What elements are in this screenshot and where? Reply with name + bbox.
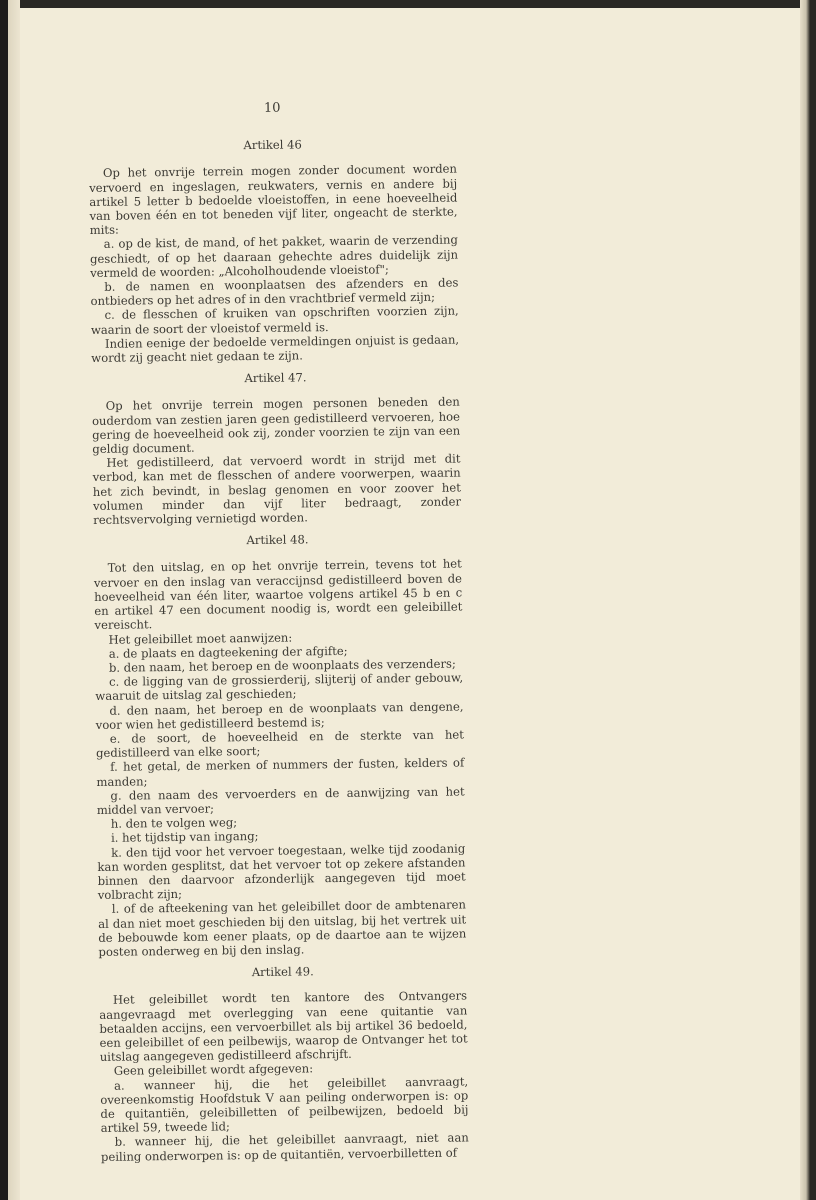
article-paragraph: Geen geleibillet wordt afgegeven: — [113, 1061, 314, 1079]
list-item: f. het getal, de merken of nummers der fusten, kelders of manden; — [96, 755, 465, 789]
list-item: g. den naam des vervoerders en de aanwijzing van het middel van vervoer; — [96, 784, 465, 817]
list-item: d. den naam, het beroep en de woonplaats van dengene, voor wien het gedistilleerd bestemd is; — [95, 698, 464, 732]
list-item: b. den naam, het beroep en de woonplaats des verzenders; — [108, 656, 456, 675]
list-item: a. wanneer hij, die het geleibillet aanvraagt, overeenkomstig Hoofdstuk V aan peiling onderworpen is: op de quitantiën, geleibilletten of peilbewijzen, bedoeld bij artikel 59, tweede lid; — [100, 1074, 469, 1136]
list-item: c. de flesschen of kruiken van opschriften voorzien zijn, waarin de soort der vloeistof vermeld is. — [90, 303, 459, 337]
scan-edge-top — [0, 0, 816, 8]
list-item: a. de plaats en dagteekening der afgifte; — [108, 643, 348, 661]
list-item: l. of de afteekening van het geleibillet door de ambtenaren al dan niet moet geschieden bij den uitslag, bij het vertrek uit de bebouwde kom eener plaats, op de daartoe aan te wijzen posten onderweg en bij den inslag. — [98, 897, 467, 959]
article-title: Artikel 49. — [251, 964, 314, 980]
article-paragraph: Het geleibillet moet aanwijzen: — [108, 630, 293, 647]
list-item: a. op de kist, de mand, of het pakket, waarin de verzending geschiedt, of op het daaraan gehechte adres duidelijk zijn vermeld de woorden: „Alcoholhoudende vloeistof"; — [89, 232, 459, 280]
article-paragraph: Indien eenige der bedoelde vermeldingen onjuist is gedaan, wordt zij geacht niet gedaan te zijn. — [91, 332, 460, 366]
page-text — [88, 88, 469, 1164]
article-title: Artikel 48. — [246, 532, 309, 548]
article-49 — [99, 963, 469, 1164]
article-paragraph: Op het onvrije terrein mogen zonder document worden vervoerd en ingeslagen, reukwaters, vernis en andere bij artikel 5 letter b bedoelde vloeistoffen, in eene hoeveelheid van boven één en tot beneden vijf liter, ongeacht de sterkte, mits: — [89, 161, 458, 238]
article-paragraph: Het gedistilleerd, dat vervoerd wordt in strijd met dit verbod, kan met de flesschen of andere voorwerpen, waarin het zich bevindt, in beslag genomen en voor zoover het volumen minder dan vijf liter bedraagt, zonder rechtsvervolging vernietigd worden. — [92, 451, 462, 528]
list-item: b. wanneer hij, die het geleibillet aanvraagt, niet aan peiling onderworpen is: op de quitantiën, vervoerbilletten of — [100, 1130, 469, 1164]
list-item: e. de soort, de hoeveelheid en de sterkte van het gedistilleerd van elke soort; — [95, 727, 464, 761]
article-paragraph: Op het onvrije terrein mogen personen beneden den ouderdom van zestien jaren geen gedistilleerd vervoeren, hoe gering de hoeveelheid ook zij, zonder voorzien te zijn van een geldig document. — [91, 394, 461, 457]
scan-edge-right — [800, 0, 816, 1200]
page-number: 10 — [263, 100, 281, 116]
article-title: Artikel 46 — [243, 137, 302, 153]
article-48 — [93, 531, 466, 959]
article-47 — [91, 369, 461, 528]
article-paragraph: Het geleibillet wordt ten kantore des Ontvangers aangevraagd met overlegging van eene quitantie van betaalden accijns, een vervoerbillet als bij artikel 36 bedoeld, een geleibillet of een peilbewijs, waarop de Ontvanger het tot uitslag aangegeven gedistilleerd afschrijft. — [99, 988, 468, 1065]
article-46 — [89, 136, 460, 366]
scan-edge-left — [0, 0, 20, 1200]
article-title: Artikel 47. — [244, 370, 307, 386]
list-item: k. den tijd voor het vervoer toegestaan, welke tijd zoodanig kan worden gesplitst, dat het vervoer tot op zekere afstanden binnen den daarvoor afzonderlijk aangegeven tijd moet volbracht zijn; — [97, 840, 466, 903]
article-paragraph: Tot den uitslag, en op het onvrije terrein, tevens tot het vervoer en den inslag van veraccijnsd gedistilleerd boven de hoeveelheid van één liter, waartoe volgens artikel 45 b en c en artikel 47 een document noodig is, wordt een geleibillet vereischt. — [93, 556, 463, 633]
list-item: i. het tijdstip van ingang; — [110, 829, 259, 846]
list-item: b. de namen en woonplaatsen des afzenders en des ontbieders op het adres of in den vrachtbrief vermeld zijn; — [90, 275, 459, 309]
list-item: c. de ligging van de grossierderij, slijterij of ander gebouw, waaruit de uitslag zal geschieden; — [95, 670, 464, 704]
list-item: h. den te volgen weg; — [110, 815, 238, 831]
